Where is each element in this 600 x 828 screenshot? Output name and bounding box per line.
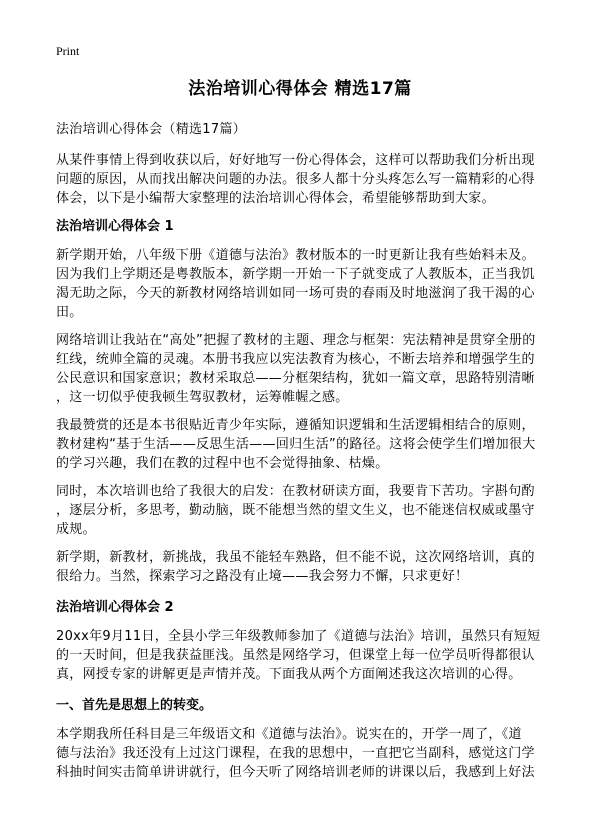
text-line: 我最赞赏的还是本书很贴近青少年实际，遵循知识逻辑和生活逻辑相结合的原则， xyxy=(56,418,535,433)
text-line: 从某件事情上得到收获以后，好好地写一份心得体会，这样可以帮助我们分析出现 xyxy=(56,153,535,168)
text-line: 体会，以下是小编帮大家整理的法治培训心得体会，希望能够帮助到大家。 xyxy=(56,191,495,206)
text-line: 公民意识和国家意识；教材采取总——分框架结构，犹如一篇文章，思路特别清晰 xyxy=(56,371,535,386)
section1-paragraph-1 xyxy=(56,246,552,322)
text-line: 因为我们上学期还是粤教版本，新学期一开始一下子就变成了人教版本，正当我饥 xyxy=(56,267,535,282)
text-line: 红线，统帅全篇的灵魂。本册书我应以宪法教育为核心，不断去培养和增强学生的 xyxy=(56,352,535,367)
text-line: 的学习兴趣，我们在教的过程中也不会觉得抽象、枯燥。 xyxy=(56,456,389,471)
text-line: 问题的原因，从而找出解决问题的办法。很多人都十分头疼怎么写一篇精彩的心得 xyxy=(56,172,535,187)
text-line: 网络培训让我站在“高处”把握了教材的主题、理念与框架：宪法精神是贯穿全册的 xyxy=(56,333,536,348)
text-line: ，逐层分析，多思考，勤动脑，既不能想当然的望文生义，也不能迷信权威或墨守 xyxy=(56,503,535,518)
section2-subheading: 一、首先是思想上的转变。 xyxy=(56,698,213,713)
text-line: 田。 xyxy=(56,305,83,320)
section1-paragraph-5 xyxy=(56,548,552,586)
intro-paragraph xyxy=(56,151,552,208)
print-link[interactable]: Print xyxy=(56,44,80,58)
text-line: 20xx年9月11日，全县小学三年级教师参加了《道德与法治》培训，虽然只有短短 xyxy=(56,629,541,644)
text-line: 新学期开始，八年级下册《道德与法治》教材版本的一时更新让我有些始料未及。 xyxy=(56,248,535,263)
text-line: 真，网授专家的讲解更是声情并茂。下面我从两个方面阐述我这次培训的心得。 xyxy=(56,667,522,682)
text-line: 成规。 xyxy=(56,522,96,537)
article-body xyxy=(56,120,552,791)
text-line: 的一天时间，但是我获益匪浅。虽然是网络学习，但课堂上每一位学员听得都很认 xyxy=(56,648,535,663)
text-line: 新学期，新教材，新挑战，我虽不能轻车熟路，但不能不说，这次网络培训，真的 xyxy=(56,550,535,565)
text-line: ，这一切似乎使我顿生驾驭教材，运筹帷幄之感。 xyxy=(56,390,349,405)
section-heading-1: 法治培训心得体会 1 xyxy=(56,219,174,234)
section1-paragraph-3 xyxy=(56,416,552,473)
page-title: 法治培训心得体会 精选17篇 xyxy=(188,79,412,99)
article-subtitle: 法治培训心得体会（精选17篇） xyxy=(56,122,247,137)
text-line: 渴无助之际，今天的新教材网络培训如同一场可贵的春雨及时地滋润了我干渴的心 xyxy=(56,286,535,301)
text-line: 很给力。当然，探索学习之路没有止境——我会努力不懈，只求更好！ xyxy=(56,569,469,584)
text-line: 教材建构“基于生活——反思生活——回归生活”的路径。这将会使学生们增加很大 xyxy=(56,437,536,452)
section2-paragraph-1 xyxy=(56,627,552,684)
section1-paragraph-2 xyxy=(56,331,552,407)
section1-paragraph-4 xyxy=(56,482,552,539)
text-line: 德与法治》我还没有上过这门课程，在我的思想中，一直把它当副科，感觉这门学 xyxy=(56,746,535,761)
text-line: 本学期我所任科目是三年级语文和《道德与法治》。说实在的，开学一周了，《道 xyxy=(56,727,522,742)
text-line: 科抽时间实击简单讲讲就行，但今天听了网络培训老师的讲课以后，我感到上好法 xyxy=(56,765,535,780)
section2-paragraph-2 xyxy=(56,725,552,782)
text-line: 同时，本次培训也给了我很大的启发：在教材研读方面，我要肯下苦功。字斟句酌 xyxy=(56,484,535,499)
section-heading-2: 法治培训心得体会 2 xyxy=(56,600,174,615)
